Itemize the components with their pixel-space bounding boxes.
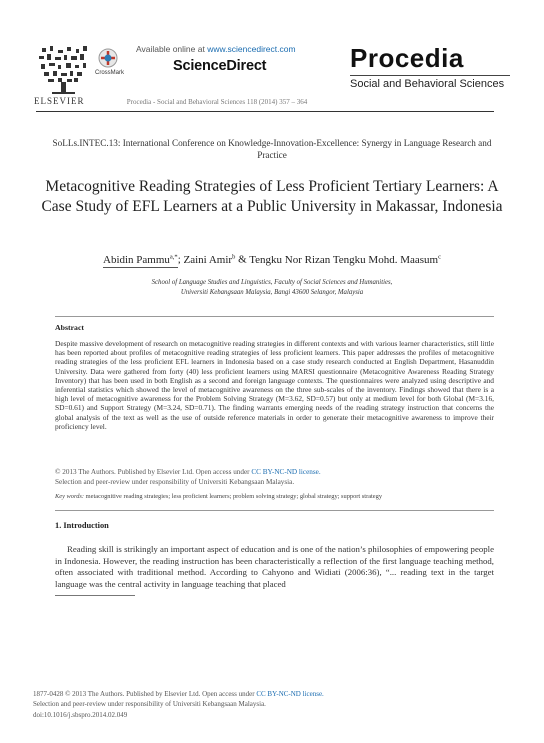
copyright-line-2: Selection and peer-review under responsibility of Universiti Kebangsaan Malaysia. [55, 478, 295, 486]
author-2 [184, 254, 236, 266]
elsevier-label: ELSEVIER [34, 96, 85, 106]
footer-license-link[interactable]: CC BY-NC-ND license. [256, 690, 324, 698]
author-1-sup: a,* [169, 253, 178, 260]
abstract-top-rule [55, 316, 494, 317]
copyright-notice [55, 467, 494, 487]
conference-line: SoLLs.INTEC.13: International Conference on Knowledge-Innovation-Excellence: Synergy in Language Research and Practice [52, 138, 492, 160]
sciencedirect-brand: ScienceDirect [173, 58, 267, 74]
keywords-label: Key words: [55, 493, 85, 500]
available-prefix: Available online at [136, 44, 205, 54]
author-3-name: Tengku Nor Rizan Tengku Mohd. Maasum [249, 253, 439, 266]
author-2-sup: b [232, 253, 236, 260]
keywords-list: metacognitive reading strategies; less proficient learners; problem solving strategy; global strategy; support strategy [84, 493, 383, 500]
journal-header [0, 0, 544, 112]
abstract-text: Despite massive development of research on metacognitive reading strategies in different contexts and with various learner characteristics, still little has been reported about profiles of metacognitive reading strategies of less proficient learners. This paper addresses the profiles of metacognitive reading strategies of the less proficient EFL learners in Indonesia based on a case study research conducted at English Department, Hasanuddin University. Data were gathered from forty (40) less proficient learners using MARSI questionnaire (Metacognitive Awareness Reading Strategy Inventory) that has been used in both English as a second and foreign language contexts. The questionnaires were analyzed using descriptive and inferential statistics which showed the level of metacognitive awareness on the three sub-scales of the inventory. Findings showed that there is a high level of metacognitive awareness for the Problem Solving Strategy (M=3.62, SD=0.57) but only at medium level for both Global (M=3.16, SD=0.61) and Support Strategy (M=3.24, SD=0.71). The finding warrants emerging needs of the reading strategy instruction that concerns the global analysis of the text as well as the use of outside reference materials in order to generate their metacognitive awareness to improve their proficiency level. [55, 339, 494, 431]
abstract-heading: Abstract [55, 323, 85, 332]
crossmark-label: CrossMark [95, 70, 125, 76]
footer-line-1 [33, 689, 503, 699]
author-3-sup: c [438, 253, 441, 260]
procedia-logo [344, 44, 514, 91]
procedia-subtitle: Social and Behavioral Sciences [350, 78, 505, 90]
author-1[interactable] [103, 254, 178, 268]
introduction-text: Reading skill is strikingly an important aspect of education and is one of the nation’s philosophies of empowering people in Indonesia. However, the reading instruction has been characteristically a reflection of the first language teaching method, often associated with traditional method. According to Cahyono and Widiati (2006:36), “... reading text in the target language was the central activity in language teaching that placed [55, 544, 494, 589]
page-footer [33, 689, 503, 720]
keywords [55, 493, 494, 500]
crossmark-icon[interactable] [98, 48, 118, 68]
procedia-divider [350, 75, 510, 76]
author-1-name: Abidin Pammu [103, 253, 170, 266]
header-divider [36, 111, 494, 112]
introduction-heading: 1. Introduction [55, 521, 109, 530]
keywords-bottom-rule [55, 510, 494, 511]
affiliation-line-1: School of Language Studies and Linguistics, Faculty of Social Sciences and Humanities, [151, 279, 393, 286]
author-2-name: Zaini Amir [183, 253, 233, 266]
author-3 [249, 254, 441, 266]
paper-title: Metacognitive Reading Strategies of Less Proficient Tertiary Learners: A Case Study of EFL Learners at a Public University in Makassar, Indonesia [41, 178, 503, 215]
available-online [136, 44, 296, 54]
copyright-text: © 2013 The Authors. Published by Elsevier Ltd. Open access under [55, 468, 252, 476]
footer-copyright: 1877-0428 © 2013 The Authors. Published by Elsevier Ltd. Open access under [33, 690, 257, 698]
footnote-rule [55, 595, 135, 596]
footer-line-2: Selection and peer-review under responsibility of Universiti Kebangsaan Malaysia. [33, 700, 266, 709]
author-separator-2: & [235, 253, 250, 266]
copyright-line-1 [55, 467, 494, 477]
journal-reference: Procedia - Social and Behavioral Sciences 118 (2014) 357 – 364 [126, 98, 308, 106]
author-list [40, 253, 504, 266]
procedia-title: Procedia [350, 43, 464, 73]
elsevier-tree-logo [36, 44, 92, 102]
affiliation [40, 278, 504, 298]
license-link[interactable]: CC BY-NC-ND license. [251, 468, 321, 476]
footer-doi[interactable]: doi:10.1016/j.sbspro.2014.02.049 [33, 710, 128, 719]
sciencedirect-link[interactable]: www.sciencedirect.com [207, 44, 296, 54]
affiliation-line-2: Universiti Kebangsaan Malaysia, Bangi 43600 Selangor, Malaysia [180, 289, 364, 296]
author-separator-1: ; [177, 253, 184, 266]
